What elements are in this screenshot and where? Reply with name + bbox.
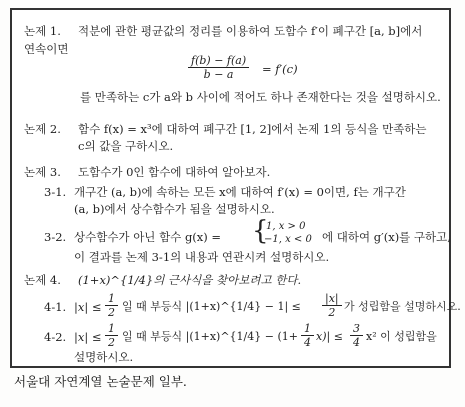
problem-4-1-half xyxy=(105,292,118,319)
problem-3-label: 논제 3. xyxy=(24,165,61,179)
three-quarter-numerator: 3 xyxy=(350,322,363,336)
abs-x-numerator: |x| xyxy=(322,292,342,306)
problem-4-1-mid: 일 때 부등식 |(1+x)^{1/4} − 1| ≤ xyxy=(122,300,301,313)
problem-3-1-line2: (a, b)에서 상수함수가 됨을 설명하시오. xyxy=(74,202,275,216)
problem-1-label: 논제 1. xyxy=(24,24,61,38)
problem-4-2-line2: 설명하시오. xyxy=(74,350,134,364)
half-denominator: 2 xyxy=(108,306,115,319)
half-numerator: 1 xyxy=(105,322,118,336)
problem-box xyxy=(10,8,461,368)
problem-4-1-pre: |x| ≤ xyxy=(74,300,102,314)
problem-1-line3: 를 만족하는 c가 a와 b 사이에 적어도 하나 존재한다는 것을 설명하시오. xyxy=(80,90,441,104)
formula-numerator: f(b) − f(a) xyxy=(188,54,249,68)
problem-1-line1: 적분에 관한 평균값의 정리를 이용하여 도함수 f′이 폐구간 [a, b]에서 xyxy=(78,24,423,38)
abs-x-denominator: 2 xyxy=(328,306,336,319)
problem-3-2-pre: 상수함수가 아닌 함수 g(x) = xyxy=(74,230,222,244)
problem-1-line2: 연속이면 xyxy=(24,42,69,56)
quarter-denominator: 4 xyxy=(304,336,311,349)
piecewise-case-1: 1, x > 0 xyxy=(266,221,306,232)
problem-2-label: 논제 2. xyxy=(24,122,61,136)
problem-4-1-frac xyxy=(322,292,342,319)
problem-4-2-mid2: x)| ≤ xyxy=(316,330,343,343)
problem-3-2-line2: 이 결과를 논제 3-1의 내용과 연관시켜 설명하시오. xyxy=(74,250,330,264)
half-denominator: 2 xyxy=(108,336,115,349)
piecewise-brace: { xyxy=(252,216,269,246)
problem-4-label: 논제 4. xyxy=(24,273,61,287)
problem-4-1-label: 4-1. xyxy=(44,300,67,314)
problem-4-2-quarter xyxy=(301,322,314,349)
problem-4-2-mid: 일 때 부등식 |(1+x)^{1/4} − (1+ xyxy=(122,330,298,343)
source-caption: 서울대 자연계열 논술문제 일부. xyxy=(14,374,187,389)
problem-4-2-label: 4-2. xyxy=(44,330,67,344)
problem-3-2-post: 에 대하여 g′(x)를 구하고, xyxy=(322,230,451,244)
problem-3-2-label: 3-2. xyxy=(44,230,67,244)
problem-3-1-line1: 개구간 (a, b)에 속하는 모든 x에 대하여 f′(x) = 0이면, f는 개구간 xyxy=(74,185,406,199)
problem-3-line1: 도함수가 0인 함수에 대하여 알아보자. xyxy=(78,165,271,179)
problem-1-formula xyxy=(188,54,249,81)
three-quarter-denominator: 4 xyxy=(353,336,360,349)
problem-2-line1: 함수 f(x) = x³에 대하여 폐구간 [1, 2]에서 논제 1의 등식을 만족하는 xyxy=(78,122,427,136)
problem-4-2-post: x² 이 성립함을 xyxy=(366,330,437,343)
problem-2-line2: c의 값을 구하시오. xyxy=(78,139,174,153)
problem-4-2-three-quarter xyxy=(350,322,363,349)
problem-4-line1: (1+x)^{1/4}의 근사식을 찾아보려고 한다. xyxy=(78,273,302,287)
problem-4-2-pre: |x| ≤ xyxy=(74,330,102,344)
problem-4-1-post: 가 성립함을 설명하시오. xyxy=(344,300,461,313)
formula-denominator: b − a xyxy=(203,68,234,81)
formula-rhs: = f′(c) xyxy=(262,62,298,76)
problem-4-2-half xyxy=(105,322,118,349)
quarter-numerator: 1 xyxy=(301,322,314,336)
problem-3-1-label: 3-1. xyxy=(44,185,67,199)
half-numerator: 1 xyxy=(105,292,118,306)
piecewise-case-2: −1, x < 0 xyxy=(264,234,312,245)
